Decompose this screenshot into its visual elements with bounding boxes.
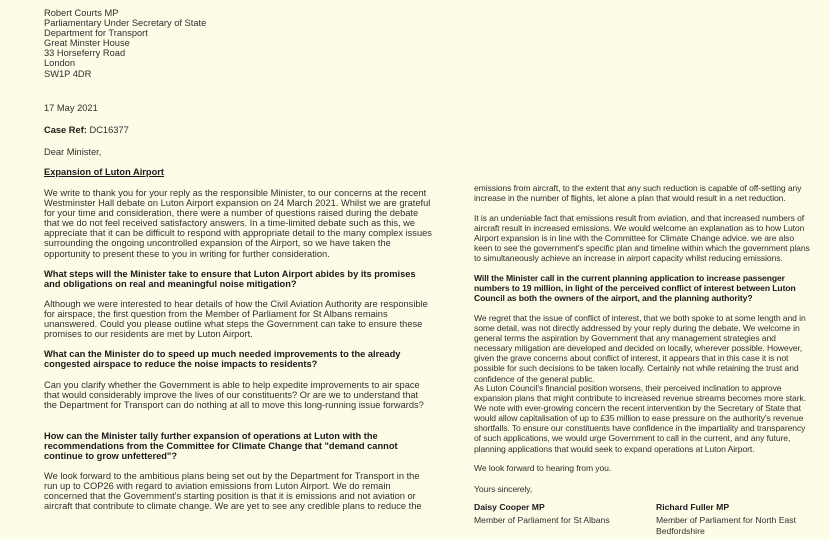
signatory-name: Richard Fuller MP: [656, 502, 730, 512]
paragraph: We write to thank you for your reply as the responsible Minister, to our concerns at the recent Westminster Hall debate on Luton Airport expansion on 24 March 2021. Whilst we are grateful for your time and consideration, there were a number of questions raised during the debate that we do not feel received satisfactory answers. In a time-limited debate such as this, we appreciate that it can be difficult to respond with appropriate detail to the many complex issues surrounding the ongoing uncontrolled expansion of the Airport, so we have taken the opportunity to present these to you in writing for further consideration.: [44, 188, 432, 259]
paragraph: We look forward to hearing from you.: [474, 463, 612, 473]
paragraph: We regret that the issue of conflict of interest, that we both spoke to at some length and in some detail, was not directly addressed by your reply during the debate. We welcome in general terms the aspiration by Government that any management strategies and necessary mitigation are developed and decided on locally, wherever possible. However, given the grave concerns about conflict of interest, it appears that in this case it is not possible for such decisions to be taken locally. Certainly not while retaining the trust and confidence of the general public.: [474, 313, 806, 384]
signatory: [474, 502, 644, 526]
case-ref: [44, 125, 432, 135]
address-line: SW1P 4DR: [44, 68, 92, 79]
question-heading: Will the Minister call in the current planning application to increase passenger numbers to 19 million, in light of the perceived conflict of interest between Luton Council as both the owners of the airport, and the planning authority?: [474, 273, 796, 304]
address-line: London: [44, 58, 76, 69]
signatory-title: Member of Parliament for North East Bedfordshire: [656, 515, 796, 536]
question-heading: What can the Minister do to speed up much needed improvements to the already congested airspace to reduce the noise impacts to residents?: [44, 349, 401, 370]
signatory: [656, 502, 816, 537]
case-ref-label: Case Ref:: [44, 125, 87, 135]
address-line: 33 Horseferry Road: [44, 48, 126, 59]
question-heading: What steps will the Minister take to ensure that Luton Airport abides by its promises and obligations on real and meaningful noise mitigation?: [44, 269, 416, 290]
address-line: Department for Transport: [44, 28, 148, 39]
paragraph: Although we were interested to hear details of how the Civil Aviation Authority are responsible for airspace, the first question from the Member of Parliament for St Albans remains unanswered. Could you please outline what steps the Government can take to ensure these promises to our residents are met by Luton Airport.: [44, 299, 428, 340]
recipient-address: [44, 8, 432, 79]
subject-heading: Expansion of Luton Airport: [44, 167, 164, 177]
address-line: Great Minster House: [44, 38, 130, 49]
paragraph: As Luton Council's financial position worsens, their perceived inclination to approve expansion plans that might contribute to increased revenue streams becomes more stark. We note with ever-growing concern the recent intervention by the Secretary of State that would allow capitalisation of up to £35 million to ease pressure on the authority's revenue shortfalls. To ensure our constituents have confidence in the impartiality and transparency of such applications, we would urge Government to call in the current, and any future, planning applications that would seek to expand operations at Luton Airport.: [474, 383, 806, 454]
paragraph: We look forward to the ambitious plans being set out by the Department for Transport in the run up to COP26 with regard to aviation emissions from Luton Airport. We do remain concerned that the Government's starting position is that it is emissions and not aviation or aircraft that contribute to climate change. We are yet to see any credible plans to reduce the: [44, 471, 422, 512]
signatory-title: Member of Parliament for St Albans: [474, 515, 610, 525]
address-line: Parliamentary Under Secretary of State: [44, 18, 207, 29]
signatory-name: Daisy Cooper MP: [474, 502, 545, 512]
paragraph: Can you clarify whether the Government is able to help expedite improvements to air space that would considerably improve the lives of our constituents? Or are we to understand that the Department for Transport can do nothing at all to move this long-running issue forwards?: [44, 380, 424, 411]
closing: Yours sincerely,: [474, 484, 533, 494]
question-heading: How can the Minister tally further expansion of operations at Luton with the recommendations from the Committee for Climate Change that "demand cannot continue to grow unfettered"?: [44, 431, 398, 462]
paragraph: It is an undeniable fact that emissions result from aviation, and that increased numbers of aircraft result in increased emissions. We would welcome an explanation as to how Luton Airport expansion is in line with the Committee for Climate Change advice. we are also keen to see the government's specific plan and timeline within which the government plans to simultaneously achieve an increase in airport capacity whilst reducing emissions.: [474, 213, 810, 264]
paragraph: emissions from aircraft, to the extent that any such reduction is capable of off-setting any increase in the number of flights, let alone a plan that would result in a net reduction.: [474, 183, 802, 204]
salutation: Dear Minister,: [44, 147, 102, 157]
case-ref-value: DC16377: [89, 125, 129, 135]
address-line: Robert Courts MP: [44, 8, 119, 18]
letter-date: 17 May 2021: [44, 103, 98, 113]
